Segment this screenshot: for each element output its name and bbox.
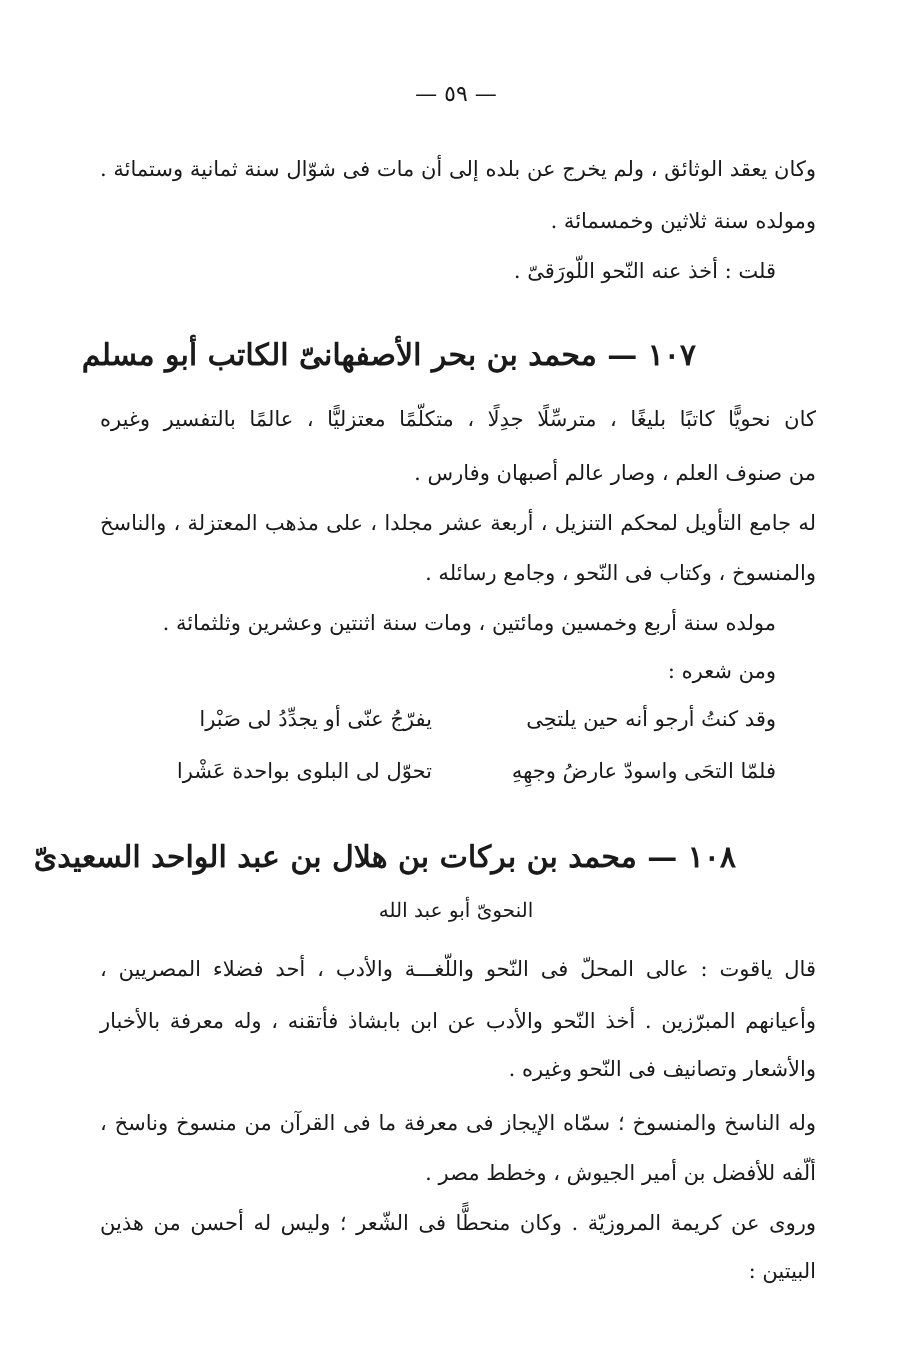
entry-107-paragraph-2-line-1: له جامع التأويل لمحكم التنزيل ، أربعة عشر مجلدا ، على مذهب المعتزلة ، والناسخ bbox=[100, 511, 816, 535]
intro-line-2: ومولده سنة ثلاثين وخمسمائة . bbox=[550, 209, 816, 233]
verse-2-first-hemistich: فلمّا التحَى واسودّ عارضُ وجهِهِ bbox=[511, 759, 776, 783]
intro-line-1: وكان يعقد الوثائق ، ولم يخرج عن بلده إلى أن مات فى شوّال سنة ثمانية وستمائة . bbox=[100, 157, 816, 181]
entry-107-heading: ١٠٧ — محمد بن بحر الأصفهانىّ الكاتب أبو مسلم bbox=[81, 338, 696, 373]
entry-108-paragraph-3-line-1: وروى عن كريمة المروزيّة . وكان منحطًّا فى الشّعر ؛ وليس له أحسن من هذين bbox=[100, 1211, 816, 1235]
entry-107-paragraph-1-line-2: من صنوف العلم ، وصار عالم أصبهان وفارس . bbox=[414, 461, 816, 485]
verse-1-first-hemistich: وقد كنتُ أرجو أنه حين يلتحِى bbox=[526, 707, 776, 731]
entry-107-paragraph-2-line-2: والمنسوخ ، وكتاب فى النّحو ، وجامع رسائله . bbox=[425, 561, 816, 585]
entry-107-paragraph-4-line-1: ومن شعره : bbox=[667, 659, 776, 683]
verse-1-second-hemistich: يفرّجُ عنّى أو يجدِّدُ لى صَبْرا bbox=[199, 707, 432, 731]
entry-108-paragraph-1-line-3: والأشعار وتصانيف فى النّحو وغيره . bbox=[508, 1057, 816, 1081]
entry-107-paragraph-1-line-1: كان نحويًّا كاتبًا بليغًا ، مترسِّلًا جدِلًا ، متكلّمًا معتزليًّا ، عالمًا بالتفسير وغيره bbox=[100, 407, 816, 431]
entry-108-paragraph-1-line-1: قال ياقوت : عالى المحلّ فى النّحو واللّغـــة والأدب ، أحد فضلاء المصريين ، bbox=[100, 957, 816, 981]
entry-108-paragraph-1-line-2: وأعيانهم المبرّزين . أخذ النّحو والأدب عن ابن بابشاذ فأتقنه ، وله معرفة بالأخبار bbox=[100, 1009, 816, 1033]
entry-108-paragraph-2-line-2: ألّفه للأفضل بن أمير الجيوش ، وخطط مصر . bbox=[425, 1161, 816, 1185]
entry-108-paragraph-2-line-1: وله الناسخ والمنسوخ ؛ سمّاه الإيجاز فى معرفة ما فى القرآن من منسوخ وناسخ ، bbox=[100, 1111, 816, 1135]
entry-108-heading: ١٠٨ — محمد بن بركات بن هلال بن عبد الواحد السعيدىّ bbox=[33, 840, 736, 875]
intro-line-3: قلت : أخذ عنه النّحو اللّورَقىّ . bbox=[513, 259, 776, 283]
page-number: — ٥٩ — bbox=[415, 82, 497, 107]
entry-108-subheading: النحوىّ أبو عبد الله bbox=[378, 898, 534, 922]
verse-2-second-hemistich: تحوّل لى البلوى بواحدة عَشْرا bbox=[176, 759, 432, 783]
entry-108-paragraph-3-line-2: البيتين : bbox=[748, 1259, 816, 1283]
entry-107-paragraph-3-line-1: مولده سنة أربع وخمسين ومائتين ، ومات سنة اثنتين وعشرين وثلثمائة . bbox=[162, 611, 776, 635]
